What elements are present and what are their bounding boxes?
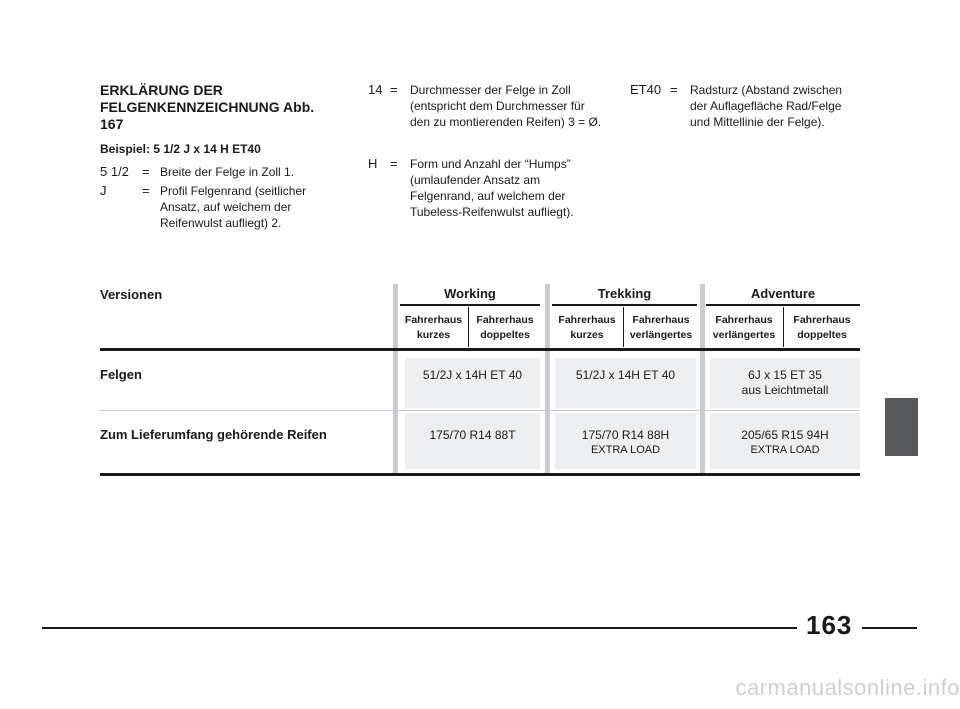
definition-text: Form und Anzahl der “Humps” (umlaufender Ansatz am Felgenrand, auf welchem der Tubeless-Reifenwulst aufliegt).	[410, 157, 574, 219]
group-underline	[400, 304, 540, 306]
section-heading: ERKLÄRUNG DER FELGENKENNZEICHNUNG Abb. 167	[100, 82, 315, 132]
subheader-line: Fahrerhaus	[715, 314, 773, 326]
subheader-line: Fahrerhaus	[558, 314, 616, 326]
cell-value: EXTRA LOAD	[750, 444, 820, 456]
definition-text: Radsturz (Abstand zwischen der Auflagefläche Rad/Felge und Mittellinie der Felge).	[690, 83, 843, 129]
definition-text: Profil Felgenrand (seitlicher Ansatz, auf welchem der Reifenwulst aufliegt) 2.	[160, 184, 307, 230]
subheader-line: verlängertes	[712, 329, 776, 341]
table-bottom-rule	[100, 473, 860, 476]
table-cell-bg	[405, 358, 540, 408]
definition-item	[630, 82, 870, 152]
subheader-cell	[624, 313, 698, 343]
definition-equals: =	[390, 82, 398, 97]
row-label-reifen: Zum Lieferumfang gehörende Reifen	[100, 427, 327, 442]
cell-value: 6J x 15 ET 35	[748, 368, 822, 382]
cell-value: EXTRA LOAD	[590, 444, 661, 456]
row-separator	[100, 410, 860, 411]
header-rule	[100, 348, 860, 351]
table-cell	[555, 428, 696, 458]
definition-key: 14	[368, 82, 383, 97]
subheader-line: Fahrerhaus	[793, 314, 851, 326]
cell-value: 175/70 R14 88T	[429, 428, 516, 442]
definition-item	[100, 164, 345, 184]
footer-line-left	[42, 627, 797, 629]
watermark: carmanualsonline.info	[735, 675, 960, 700]
table-cell	[405, 368, 540, 383]
definition-text: Breite der Felge in Zoll 1.	[160, 165, 295, 179]
definition-key: ET40	[630, 82, 662, 97]
row-label-felgen: Felgen	[100, 367, 142, 382]
page-number: 163	[806, 610, 853, 640]
group-header-adventure: Adventure	[750, 286, 816, 301]
definition-key: 5 1/2	[100, 164, 129, 179]
cell-value: 51/2J x 14H ET 40	[575, 368, 676, 382]
example-line: Beispiel: 5 1/2 J x 14 H ET40	[100, 142, 261, 156]
group-header-trekking: Trekking	[597, 286, 652, 301]
cell-value: 51/2J x 14H ET 40	[422, 368, 523, 382]
group-underline	[552, 304, 697, 306]
column-divider	[700, 284, 705, 474]
subheader-line: verlängertes	[629, 329, 693, 341]
cell-value: 175/70 R14 88H	[581, 428, 670, 442]
subheader-cell	[706, 313, 782, 343]
definition-equals: =	[670, 82, 678, 97]
subheader-cell	[784, 313, 860, 343]
definition-text: Durchmesser der Felge in Zoll (entspricht dem Durchmesser für den zu montierenden Reifen) 3 = Ø.	[410, 83, 602, 129]
cell-value: 205/65 R15 94H	[741, 428, 829, 442]
table-cell	[405, 428, 540, 443]
definition-item	[100, 183, 345, 233]
definition-key: J	[100, 183, 107, 198]
subheader-line: kurzes	[416, 329, 451, 341]
subheader-line: doppeltes	[797, 329, 847, 341]
group-header-working: Working	[444, 286, 496, 301]
group-underline	[706, 304, 860, 306]
definition-item	[368, 82, 613, 152]
column-divider	[545, 284, 550, 474]
subheader-line: Fahrerhaus	[404, 314, 463, 326]
definition-equals: =	[142, 183, 150, 198]
table-cell	[710, 368, 860, 398]
definition-equals: =	[142, 164, 150, 179]
cell-value: aus Leichtmetall	[741, 383, 829, 397]
table-cell-bg	[555, 358, 696, 408]
definition-item	[368, 156, 613, 246]
definition-equals: =	[390, 156, 398, 171]
definition-key: H	[368, 156, 378, 171]
table-cell	[555, 368, 696, 383]
chapter-tab	[885, 398, 918, 456]
subheader-cell	[552, 313, 622, 343]
subheader-line: kurzes	[570, 329, 604, 341]
versions-label: Versionen	[100, 287, 163, 302]
table-cell	[710, 428, 860, 458]
column-divider	[393, 284, 398, 474]
footer-line-right	[862, 627, 917, 629]
subheader-line: Fahrerhaus	[476, 314, 534, 326]
subheader-cell	[400, 313, 467, 343]
subheader-line: doppeltes	[480, 329, 530, 341]
subheader-line: Fahrerhaus	[632, 314, 690, 326]
subheader-cell	[469, 313, 541, 343]
